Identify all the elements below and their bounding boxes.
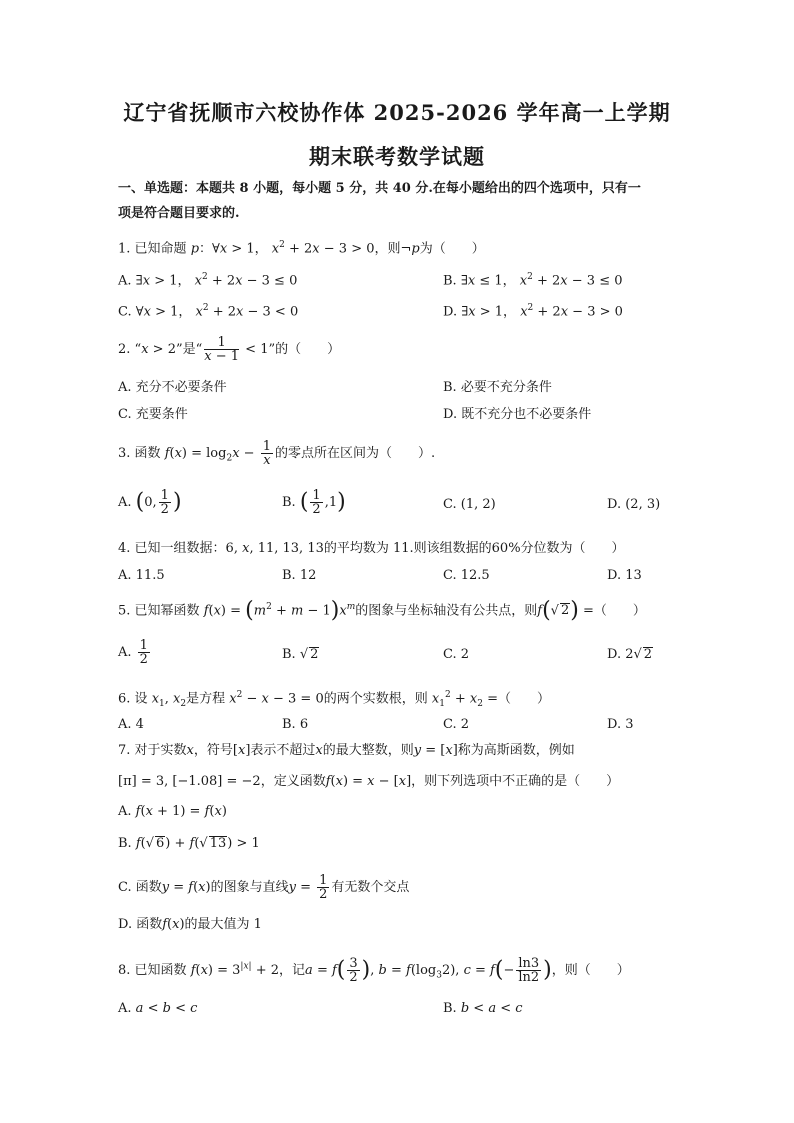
q3-option-b[interactable]: B. ( $\frac{1}{2}$ ,1) xyxy=(282,488,346,517)
q5-option-a-label: A. xyxy=(118,645,132,660)
q2-option-d[interactable]: D. 既不充分也不必要条件 xyxy=(443,407,592,422)
q1-option-d-label: D. xyxy=(443,304,458,320)
q5-option-c[interactable]: C. 2 xyxy=(443,647,470,662)
question-1: 1. 已知命题 p：∀x > 1， $x^2 + 2x - 3 > 0$，则¬p为（ ） xyxy=(118,240,485,257)
q7-option-b-label: B. xyxy=(118,836,132,851)
q4-option-b[interactable]: B. 12 xyxy=(282,568,317,583)
q1-option-c[interactable]: C. ∀x > 1， $x^2 + 2x - 3 < 0$ xyxy=(118,303,299,320)
q1-option-a-label: A. xyxy=(118,273,132,289)
q7-option-c[interactable]: C. 函数y = f(x)的图象与直线y = $\frac{1}{2}$ 有无数个交点 xyxy=(118,873,410,902)
q3-stem: 3. 函数 xyxy=(118,446,161,461)
q2-stem: 2. “ xyxy=(118,342,142,357)
q8-option-b-label: B. xyxy=(443,1001,457,1016)
q7-option-c-text-b: 的图象与直线 xyxy=(210,880,289,895)
q6-option-b[interactable]: B. 6 xyxy=(282,717,309,732)
q7-option-b[interactable]: B. f(√ 6) + f(√ 13) > 1 xyxy=(118,836,260,851)
q8-option-b[interactable]: B. b < a < c xyxy=(443,1001,523,1016)
question-7: 7. 对于实数x，符号[x]表示不超过x的最大整数，则y = [x]称为高斯函数，例如 xyxy=(118,743,575,758)
q3-option-a[interactable]: A. (0, $\frac{1}{2}$ ) xyxy=(118,488,182,517)
q2-option-a[interactable]: A. 充分不必要条件 xyxy=(118,380,227,395)
q2-option-c[interactable]: C. 充要条件 xyxy=(118,407,188,422)
q1-option-d[interactable]: D. ∃x > 1， $x^2 + 2x - 3 > 0$ xyxy=(443,303,623,320)
q6-stem-b: 是方程 xyxy=(186,691,226,707)
exam-title: 辽宁省抚顺市六校协作体 2025-2026 学年高一上学期 xyxy=(123,100,671,125)
q3-option-c[interactable]: C. (1, 2) xyxy=(443,497,496,512)
q7-option-d[interactable]: D. 函数f(x)的最大值为 1 xyxy=(118,917,262,932)
q7-stem-f: ，定义函数 xyxy=(260,774,326,789)
q2-stem-b: ”是“ xyxy=(175,342,203,357)
q4-option-c[interactable]: C. 12.5 xyxy=(443,568,490,583)
question-2: 2. “x > 2”是“ $\frac{1}{x - 1}$ < 1”的（ ） xyxy=(118,335,341,364)
q5-option-b-label: B. xyxy=(282,647,296,662)
q2-stem-c: ”的（ ） xyxy=(268,342,341,357)
section-heading-line2: 项是符合题目要求的. xyxy=(118,206,240,221)
q1-option-b-label: B. xyxy=(443,273,457,289)
q6-stem: 6. 设 xyxy=(118,691,148,707)
q7-option-d-text: 的最大值为 1 xyxy=(184,917,262,932)
q8-stem-b: ，记 xyxy=(279,963,306,978)
q7-stem: 7. 对于实数 xyxy=(118,743,187,758)
q1-stem: 1. 已知命题 xyxy=(118,241,187,257)
q8-option-a[interactable]: A. a < b < c xyxy=(118,1001,198,1016)
q5-stem-c: （ ） xyxy=(593,603,646,619)
section-heading-line1: 一、单选题：本题共 8 小题，每小题 5 分，共 40 分.在每小题给出的四个选项中，只有一 xyxy=(118,181,641,196)
q7-option-d-label: D. 函数 xyxy=(118,917,163,932)
q6-stem-c: 的两个实数根，则 xyxy=(323,691,428,707)
q7-stem-g: ，则下列选项中不正确的是（ ） xyxy=(411,774,620,789)
q3-stem-b: 的零点所在区间为（ ）. xyxy=(275,446,436,461)
q4-stem-b: 的平均数为 11.则该组数据的60%分位数为（ ） xyxy=(323,541,625,556)
q4-option-a[interactable]: A. 11.5 xyxy=(118,568,165,583)
q5-stem-b: 的图象与坐标轴没有公共点，则 xyxy=(355,603,538,619)
q7-option-a[interactable]: A. f(x + 1) = f(x) xyxy=(118,804,227,819)
question-8: 8. 已知函数 $f(x) = 3^{|x|} + 2$，记a = f( $\frac{3}{2}$ ), $b = f(\log_32)$, c = f(− $\frac{\ln 3}{\ln 2}$ )，则（ ） xyxy=(118,956,630,985)
q7-stem-d: 的最大整数，则 xyxy=(322,743,414,758)
q5-option-d[interactable]: D. 2√ 2 xyxy=(607,647,653,662)
q6-option-c[interactable]: C. 2 xyxy=(443,717,470,732)
question-3: 3. 函数 $f(x) = \log_2x$ − $\frac{1}{x}$ 的零点所在区间为（ ）. xyxy=(118,439,436,468)
question-6: 6. 设 $x_1$, $x_2$是方程 $x^2 - x - 3 = 0$的两个实数根，则 $x_1^2 + x_2$ =（ ） xyxy=(118,690,550,709)
q7-option-a-label: A. xyxy=(118,804,132,819)
q3-option-b-label: B. xyxy=(282,495,296,510)
q7-stem-e: 称为高斯函数，例如 xyxy=(457,743,575,758)
q7-stem-c: ]表示不超过 xyxy=(245,743,316,758)
q3-option-d-label: D. xyxy=(607,497,622,512)
q1-option-b[interactable]: B. ∃x ≤ 1， $x^2 + 2x - 3 \le 0$ xyxy=(443,272,623,289)
q6-option-d[interactable]: D. 3 xyxy=(607,717,634,732)
question-5: 5. 已知幂函数 $f(x) = (m^2 + m - 1)x^m$的图象与坐标轴没有公共点，则f(√ 2) =（ ） xyxy=(118,597,646,623)
q5-stem: 5. 已知幂函数 xyxy=(118,603,200,619)
q6-stem-d: （ ） xyxy=(497,691,550,707)
q3-option-d[interactable]: D. (2, 3) xyxy=(607,497,661,512)
q3-option-c-label: C. xyxy=(443,497,457,512)
q7-option-c-text-c: 有无数个交点 xyxy=(331,880,410,895)
q1-option-a[interactable]: A. ∃x > 1， $x^2 + 2x - 3 \le 0$ xyxy=(118,272,298,289)
section-heading xyxy=(118,176,678,226)
q7-option-c-label: C. 函数 xyxy=(118,880,162,895)
q4-option-d[interactable]: D. 13 xyxy=(607,568,642,583)
q8-stem-c: ，则（ ） xyxy=(551,963,630,978)
q4-stem: 4. 已知一组数据： xyxy=(118,541,226,556)
q1-stem-b: ，则 xyxy=(374,241,401,257)
exam-subtitle: 期末联考数学试题 xyxy=(309,144,485,169)
q3-option-a-label: A. xyxy=(118,495,132,510)
q5-option-b[interactable]: B. √ 2 xyxy=(282,647,319,662)
q5-option-d-label: D. xyxy=(607,647,622,662)
q1-option-c-label: C. xyxy=(118,304,132,320)
question-4: 4. 已知一组数据：6, x, 11, 13, 13的平均数为 11.则该组数据的60%分位数为（ ） xyxy=(118,541,625,556)
q5-option-a[interactable]: A. $\frac{1}{2}$ xyxy=(118,638,148,667)
q8-stem: 8. 已知函数 xyxy=(118,963,187,978)
question-7-line2: [π] = 3, [−1.08] = −2，定义函数f(x) = x − [x]，则下列选项中不正确的是（ ） xyxy=(118,774,620,789)
q2-option-b[interactable]: B. 必要不充分条件 xyxy=(443,380,552,395)
q6-option-a[interactable]: A. 4 xyxy=(118,717,144,732)
q7-stem-b: ，符号[ xyxy=(193,743,238,758)
q8-option-a-label: A. xyxy=(118,1001,132,1016)
q1-stem-c: 为（ ） xyxy=(419,241,485,257)
